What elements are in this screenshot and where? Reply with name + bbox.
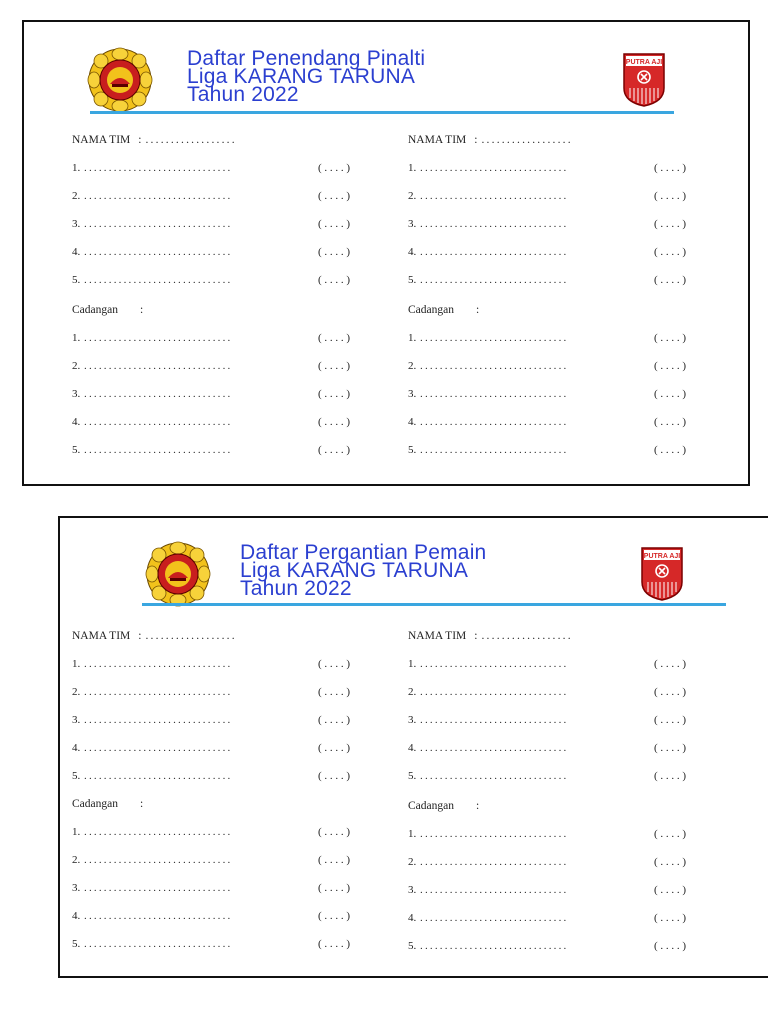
player-row: 3. .............................. ( . . . . )	[408, 714, 687, 726]
player-row: 2. .............................. ( . . . . )	[72, 190, 351, 202]
reserve-row: 2. .............................. ( . . . . )	[72, 360, 351, 372]
player-row: 3. .............................. ( . . . . )	[408, 218, 687, 230]
title-line-3: Tahun 2022	[187, 83, 299, 106]
reserve-row: 4. .............................. ( . . . . )	[72, 416, 351, 428]
reserve-label: Cadangan :	[72, 798, 144, 810]
reserve-row: 3. .............................. ( . . . . )	[408, 884, 687, 896]
title-line-3: Tahun 2022	[240, 577, 352, 600]
player-row: 1. .............................. ( . . . . )	[408, 162, 687, 174]
player-row: 5. .............................. ( . . . . )	[408, 274, 687, 286]
card-title	[240, 541, 487, 600]
badge-text: PUTRA AJI	[625, 59, 663, 66]
header-rule	[90, 111, 674, 114]
putra-aji-badge-icon	[640, 546, 684, 602]
reserve-row: 5. .............................. ( . . . . )	[408, 444, 687, 456]
player-row: 3. .............................. ( . . . . )	[72, 714, 351, 726]
reserve-label: Cadangan :	[408, 304, 480, 316]
badge-text: PUTRA AJI	[643, 553, 681, 560]
player-row: 4. .............................. ( . . . . )	[72, 742, 351, 754]
penalty-kickers-card	[22, 20, 750, 486]
reserve-row: 5. .............................. ( . . . . )	[408, 940, 687, 952]
player-row: 5. .............................. ( . . . . )	[408, 770, 687, 782]
title-line-1: Daftar Pergantian Pemain	[240, 541, 487, 564]
reserve-row: 2. .............................. ( . . . . )	[72, 854, 351, 866]
player-row: 1. .............................. ( . . . . )	[72, 162, 351, 174]
card-title	[187, 47, 426, 106]
reserve-row: 1. .............................. ( . . . . )	[408, 332, 687, 344]
karang-taruna-emblem-icon	[144, 540, 212, 608]
reserve-label: Cadangan :	[408, 800, 480, 812]
karang-taruna-emblem-icon	[86, 46, 154, 114]
team-name-field: NAMA TIM : ..................	[72, 134, 237, 146]
player-row: 1. .............................. ( . . . . )	[72, 658, 351, 670]
putra-aji-badge-icon	[622, 52, 666, 108]
player-row: 2. .............................. ( . . . . )	[408, 686, 687, 698]
header-rule	[142, 603, 726, 606]
player-row: 3. .............................. ( . . . . )	[72, 218, 351, 230]
reserve-row: 1. .............................. ( . . . . )	[72, 332, 351, 344]
reserve-row: 3. .............................. ( . . . . )	[408, 388, 687, 400]
substitution-card	[58, 516, 768, 978]
title-line-1: Daftar Penendang Pinalti	[187, 47, 426, 70]
player-row: 4. .............................. ( . . . . )	[408, 246, 687, 258]
team-name-field: NAMA TIM : ..................	[408, 134, 573, 146]
reserve-row: 4. .............................. ( . . . . )	[408, 416, 687, 428]
reserve-row: 1. .............................. ( . . . . )	[408, 828, 687, 840]
reserve-row: 3. .............................. ( . . . . )	[72, 388, 351, 400]
reserve-label: Cadangan :	[72, 304, 144, 316]
reserve-row: 2. .............................. ( . . . . )	[408, 856, 687, 868]
reserve-row: 1. .............................. ( . . . . )	[72, 826, 351, 838]
reserve-row: 3. .............................. ( . . . . )	[72, 882, 351, 894]
card-header	[24, 22, 748, 122]
player-row: 4. .............................. ( . . . . )	[72, 246, 351, 258]
team-name-field: NAMA TIM : ..................	[72, 630, 237, 642]
player-row: 4. .............................. ( . . . . )	[408, 742, 687, 754]
player-row: 2. .............................. ( . . . . )	[408, 190, 687, 202]
player-row: 2. .............................. ( . . . . )	[72, 686, 351, 698]
team-name-field: NAMA TIM : ..................	[408, 630, 573, 642]
player-row: 5. .............................. ( . . . . )	[72, 770, 351, 782]
player-row: 5. .............................. ( . . . . )	[72, 274, 351, 286]
reserve-row: 4. .............................. ( . . . . )	[408, 912, 687, 924]
reserve-row: 5. .............................. ( . . . . )	[72, 938, 351, 950]
reserve-row: 4. .............................. ( . . . . )	[72, 910, 351, 922]
reserve-row: 2. .............................. ( . . . . )	[408, 360, 687, 372]
card-header	[60, 518, 768, 618]
reserve-row: 5. .............................. ( . . . . )	[72, 444, 351, 456]
title-line-2: Liga KARANG TARUNA	[240, 559, 469, 582]
player-row: 1. .............................. ( . . . . )	[408, 658, 687, 670]
title-line-2: Liga KARANG TARUNA	[187, 65, 416, 88]
